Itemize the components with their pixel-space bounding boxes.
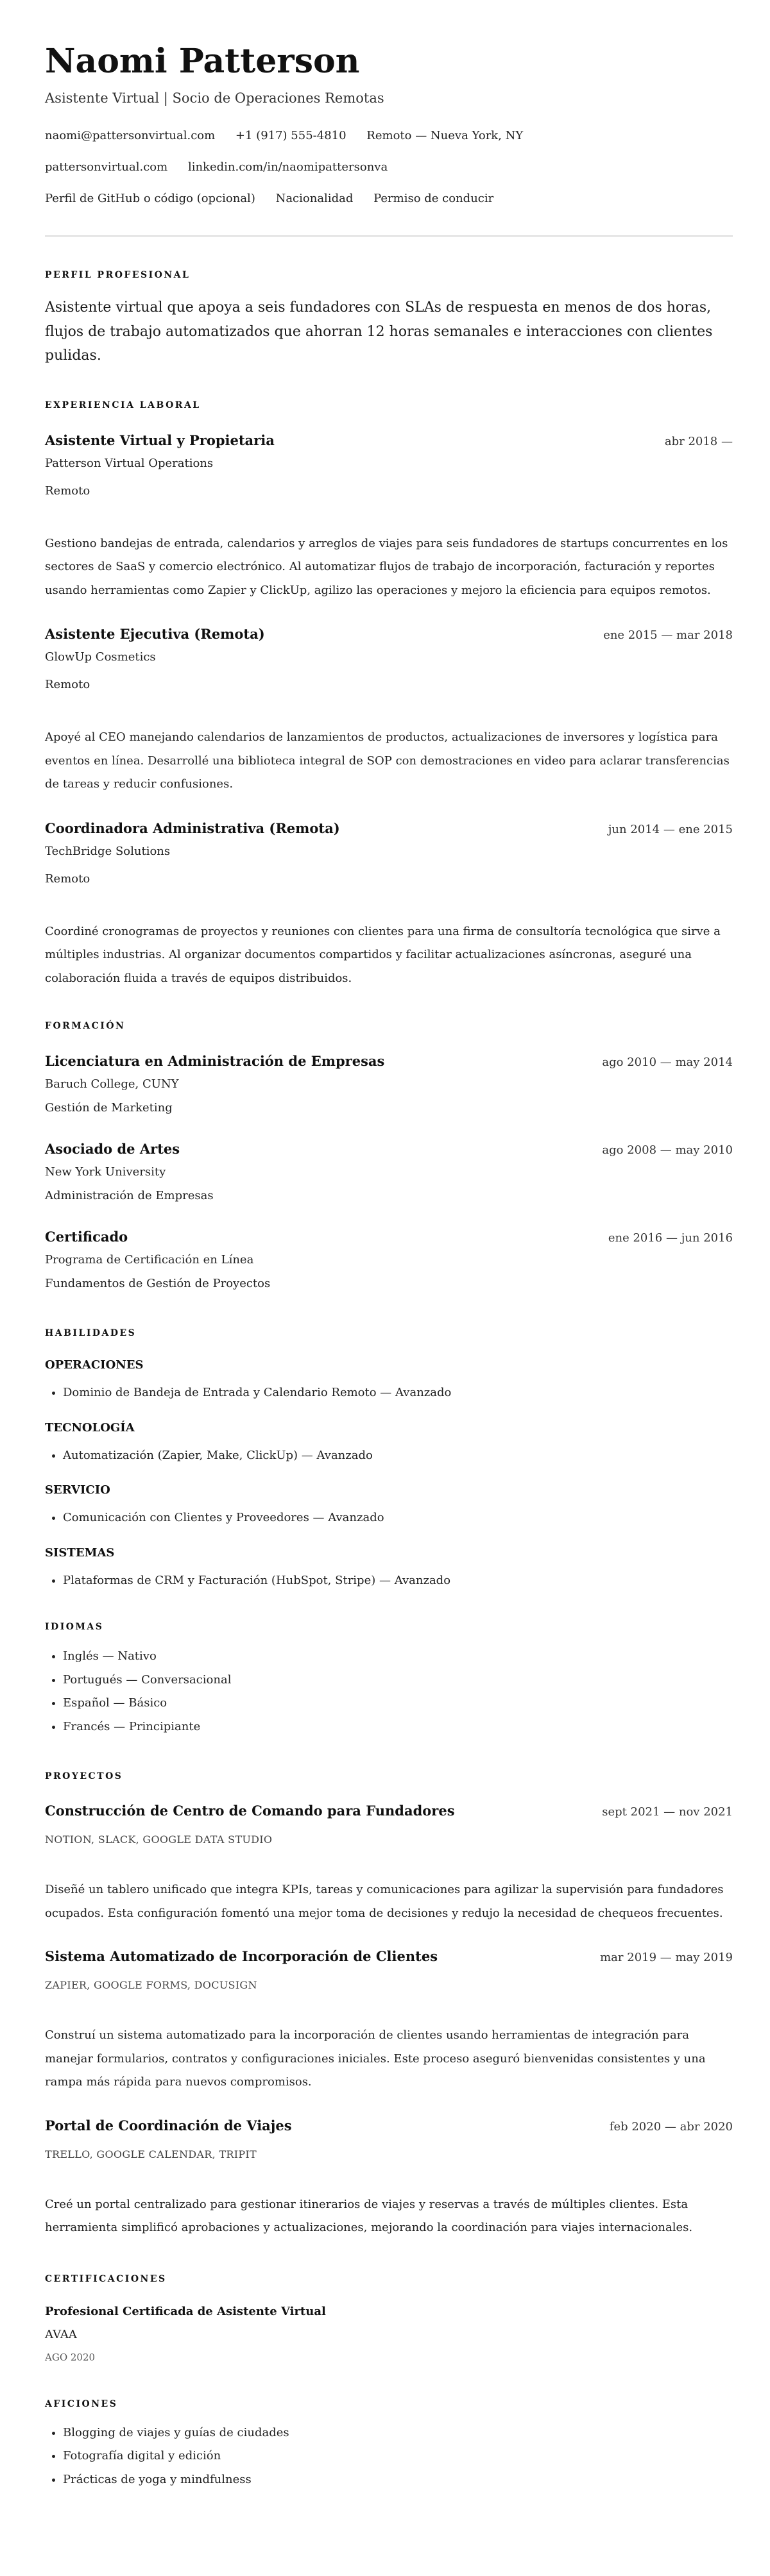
project-dates: feb 2020 — abr 2020 [609,2119,733,2134]
project-description: Construí un sistema automatizado para la incorporación de clientes usando herramientas de integración para manejar formularios, contratos y configuraciones iniciales. Este proceso aseguró bienvenidas consistentes y una rampa más rápida para nuevos compromisos. [45,2028,706,2089]
job-title: Asistente Ejecutiva (Remota) [45,626,265,642]
drivers-license: Permiso de conducir [373,192,494,205]
company: Patterson Virtual Operations [45,456,214,470]
project-tech: TRELLO, GOOGLE CALENDAR, TRIPIT [45,2148,257,2160]
summary-text: Asistente virtual que apoya a seis fundadores con SLAs de respuesta en menos de dos horas, flujos de trabajo automatizados que ahorran 12 horas semanales e interacciones con clientes pulidas. [45,299,713,364]
section-heading: AFICIONES [45,2398,118,2409]
skill-item: • Plataformas de CRM y Facturación (HubSpot, Stripe) — Avanzado [63,1569,733,1593]
skill-list [45,1381,733,1405]
resume-header [45,41,733,210]
hobby-list [45,2421,733,2492]
project-title: Sistema Automatizado de Incorporación de Clientes [45,1948,438,1964]
section-heading: EXPERIENCIA LABORAL [45,400,201,410]
section-heading: CERTIFICACIONES [45,2273,167,2284]
education-dates: ene 2016 — jun 2016 [608,1231,733,1245]
skill-category: SERVICIO [45,1483,110,1497]
section-heading: IDIOMAS [45,1622,104,1632]
field-of-study: Gestión de Marketing [45,1101,173,1115]
company: TechBridge Solutions [45,844,171,858]
skill-list [45,1569,733,1593]
project-dates: mar 2019 — may 2019 [600,1951,733,1964]
degree: Licenciatura en Administración de Empresas [45,1053,385,1069]
hobby-item: • Prácticas de yoga y mindfulness [63,2468,733,2492]
section-heading: PROYECTOS [45,1771,123,1781]
project-dates: sept 2021 — nov 2021 [602,1805,733,1819]
education-entry [45,1139,733,1208]
skill-item: • Automatización (Zapier, Make, ClickUp) — Avanzado [63,1444,733,1468]
company: GlowUp Cosmetics [45,650,156,664]
education-section [45,1020,733,1295]
language-item: • Español — Básico [63,1692,733,1715]
hobbies-section [45,2398,733,2492]
contact-row [45,124,733,147]
candidate-title: Asistente Virtual | Socio de Operaciones Remotas [45,90,384,106]
projects-section [45,1770,733,2240]
nationality: Nacionalidad [275,192,354,205]
skill-list [45,1444,733,1468]
job-location: Remoto [45,484,90,498]
candidate-name: Naomi Patterson [45,42,360,81]
job-entry [45,818,733,991]
section-heading: FORMACIÓN [45,1021,126,1031]
field-of-study: Administración de Empresas [45,1189,214,1202]
project-entry [45,1946,733,2094]
linkedin-link[interactable]: linkedin.com/in/naomipattersonva [187,160,388,174]
project-tech: ZAPIER, GOOGLE FORMS, DOCUSIGN [45,1979,257,1991]
skill-category: OPERACIONES [45,1358,144,1372]
education-dates: ago 2008 — may 2010 [602,1143,733,1157]
section-heading: PERFIL PROFESIONAL [45,270,191,280]
header-divider [45,235,733,237]
summary-section [45,269,733,368]
skills-section [45,1327,733,1592]
project-title: Construcción de Centro de Comando para Fundadores [45,1803,455,1819]
job-title: Asistente Virtual y Propietaria [45,432,275,448]
github-link[interactable]: Perfil de GitHub o código (opcional) [45,192,255,205]
certification-title: Profesional Certificada de Asistente Virtual [45,2304,326,2318]
hobby-item: • Blogging de viajes y guías de ciudades [63,2421,733,2445]
skill-list [45,1506,733,1530]
project-description: Diseñé un tablero unificado que integra KPIs, tareas y comunicaciones para agilizar la supervisión para fundadores ocupados. Esta configuración fomentó una mejor toma de decisiones y redujo la necesidad de chequeos frecuentes. [45,1883,724,1920]
skill-item: • Comunicación con Clientes y Proveedores — Avanzado [63,1506,733,1530]
skill-item: • Dominio de Bandeja de Entrada y Calendario Remoto — Avanzado [63,1381,733,1405]
languages-section [45,1621,733,1738]
job-dates: jun 2014 — ene 2015 [608,822,733,836]
section-heading: HABILIDADES [45,1328,137,1338]
degree: Asociado de Artes [45,1141,180,1157]
certification-issuer: AVAA [45,2327,77,2341]
project-title: Portal de Coordinación de Viajes [45,2117,292,2134]
language-item: • Francés — Principiante [63,1715,733,1739]
school: Programa de Certificación en Línea [45,1253,254,1267]
job-description: Gestiono bandejas de entrada, calendarios y arreglos de viajes para seis fundadores de startups concurrentes en los sectores de SaaS y comercio electrónico. Al automatizar flujos de trabajo de incorporación, facturación y reportes usando herramientas como Zapier y ClickUp, agilizo las operaciones y mejoro la eficiencia para equipos remotos. [45,536,728,597]
job-description: Apoyé al CEO manejando calendarios de lanzamientos de productos, actualizaciones de inversores y logística para eventos en línea. Desarrollé una biblioteca integral de SOP con demostraciones en video para aclarar transferencias de tareas y reducir confusiones. [45,730,730,791]
certifications-section [45,2273,733,2367]
job-location: Remoto [45,678,90,691]
school: New York University [45,1165,166,1179]
website-link[interactable]: pattersonvirtual.com [45,160,168,174]
school: Baruch College, CUNY [45,1077,179,1091]
project-tech: NOTION, SLACK, GOOGLE DATA STUDIO [45,1833,273,1846]
phone-number[interactable]: +1 (917) 555-4810 [235,129,346,142]
contact-row [45,156,733,179]
language-item: • Portugués — Conversacional [63,1669,733,1692]
location: Remoto — Nueva York, NY [366,129,524,142]
education-entry [45,1227,733,1295]
certification-date: AGO 2020 [45,2351,96,2363]
project-entry [45,1801,733,1925]
education-dates: ago 2010 — may 2014 [602,1056,733,1069]
project-entry [45,2116,733,2240]
email-link[interactable]: naomi@pattersonvirtual.com [45,129,216,142]
job-dates: ene 2015 — mar 2018 [603,628,733,642]
job-description: Coordiné cronogramas de proyectos y reuniones con clientes para una firma de consultoría tecnológica que sirve a múltiples industrias. Al organizar documentos compartidos y facilitar actualizaciones asíncronas, aseguré una colaboración fluida a través de equipos distribuidos. [45,924,721,985]
job-entry [45,624,733,796]
job-dates: abr 2018 — [664,434,733,448]
field-of-study: Fundamentos de Gestión de Proyectos [45,1277,271,1290]
language-item: • Inglés — Nativo [63,1645,733,1669]
experience-section [45,399,733,991]
contact-row [45,187,733,210]
job-title: Coordinadora Administrativa (Remota) [45,820,340,836]
contact-info [45,124,733,210]
language-list [45,1645,733,1738]
job-location: Remoto [45,871,90,886]
skill-category: TECNOLOGÍA [45,1420,135,1435]
project-description: Creé un portal centralizado para gestionar itinerarios de viajes y reservas a través de múltiples clientes. Esta herramienta simplificó aprobaciones y actualizaciones, mejorando la coordinación para viajes internacionales. [45,2197,693,2234]
hobby-item: • Fotografía digital y edición [63,2445,733,2468]
degree: Certificado [45,1229,128,1245]
education-entry [45,1051,733,1120]
skill-category: SISTEMAS [45,1545,115,1560]
job-entry [45,430,733,603]
